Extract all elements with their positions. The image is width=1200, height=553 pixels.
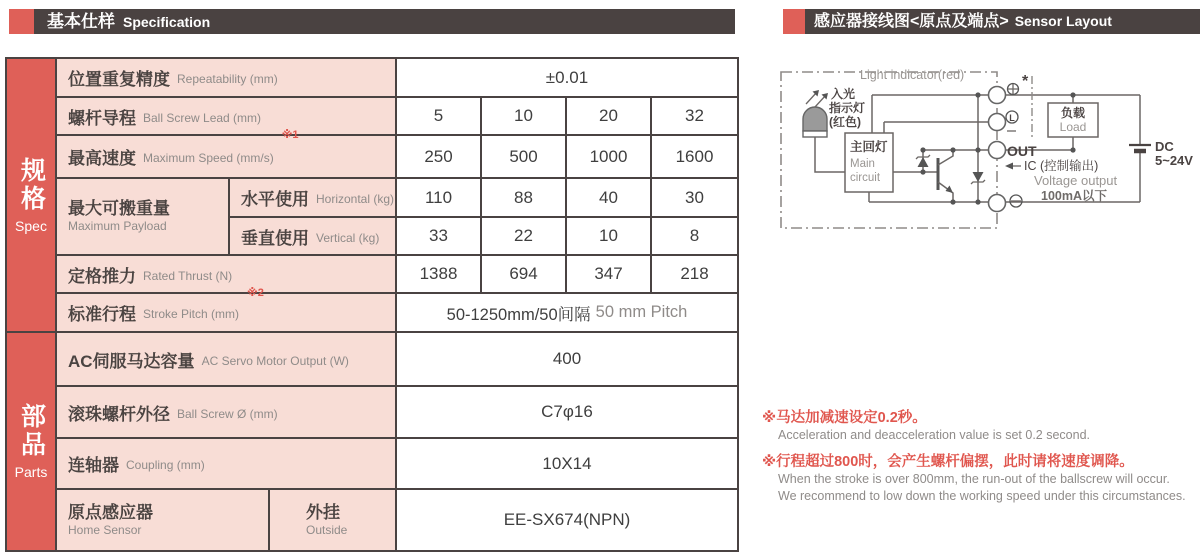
row-stroke-label: 标准行程 Stroke Pitch (mm) ※2: [57, 294, 397, 333]
main-circuit-label-en1: Main: [850, 158, 875, 170]
value-speed-4: 1600: [652, 136, 737, 179]
current-limit-label: 100mA以下: [1041, 189, 1107, 203]
specification-table: [5, 57, 739, 552]
section-header-parts: [7, 333, 57, 550]
zener-diode-icon: [916, 155, 930, 167]
accent-square-left: [9, 9, 34, 34]
value-vertical-2: 22: [482, 218, 567, 256]
voltage-output-label: Voltage output: [1034, 173, 1118, 188]
value-speed-1: 250: [397, 136, 482, 179]
value-speed-2: 500: [482, 136, 567, 179]
row-motor-label: AC伺服马达容量 AC Servo Motor Output (W): [57, 333, 397, 387]
zener-diode-2-icon: [971, 172, 985, 184]
section-spec-cn: 规格: [17, 156, 46, 213]
l-terminal-icon: [1006, 111, 1018, 131]
section-header-spec: [7, 59, 57, 333]
value-lead-2: 10: [482, 98, 567, 136]
row-repeatability-label: 位置重复精度 Repeatability (mm): [57, 59, 397, 98]
note-1-en: Acceleration and deacceleration value is set 0.2 second.: [778, 428, 1090, 442]
row-payload-group-label: 最大可搬重量 Maximum Payload: [57, 179, 230, 256]
terminal-star: *: [1022, 73, 1029, 90]
value-thrust-3: 347: [567, 256, 652, 294]
dc-label-line1: DC: [1155, 139, 1174, 154]
section-parts-en: Parts: [14, 464, 48, 480]
transistor-icon: [938, 150, 953, 202]
spec-header-title-cn: 基本仕样: [47, 12, 115, 31]
section-spec-en: Spec: [15, 217, 47, 234]
value-repeatability: ±0.01: [397, 59, 737, 98]
value-horizontal-4: 30: [652, 179, 737, 218]
sensor-section-header: [805, 9, 1200, 34]
plus-terminal-icon: [1008, 84, 1019, 95]
note-2-cn: ※行程超过800时，会产生螺杆偏摆，此时请将速度调降。: [762, 454, 1134, 470]
svg-text:L: L: [1009, 113, 1015, 123]
value-vertical-4: 8: [652, 218, 737, 256]
footnote-mark-2: ※2: [247, 287, 264, 299]
spec-section-header: [34, 9, 735, 34]
value-home-sensor: EE-SX674(NPN): [397, 490, 737, 550]
note-1-cn: ※马达加减速设定0.2秒。: [762, 410, 927, 426]
value-coupling: 10X14: [397, 439, 737, 490]
value-motor: 400: [397, 333, 737, 387]
value-stroke: 50-1250mm/50间隔 50 mm Pitch: [397, 294, 737, 333]
light-indicator-cn3: (红色): [829, 115, 861, 129]
footnote-mark-1: ※1: [281, 129, 299, 141]
spec-header-title-en: Specification: [123, 14, 211, 30]
value-lead-3: 20: [567, 98, 652, 136]
note-2-en-line2: We recommend to low down the working speed under this circumstances.: [778, 489, 1186, 503]
sensor-wiring-diagram: [770, 58, 1200, 243]
sensor-header-title-en: Sensor Layout: [1014, 13, 1112, 29]
load-label-en: Load: [1059, 120, 1087, 134]
accent-square-right: [783, 9, 805, 34]
light-indicator-cn2: 指示灯: [829, 101, 866, 115]
value-thrust-1: 1388: [397, 256, 482, 294]
value-thrust-2: 694: [482, 256, 567, 294]
value-horizontal-3: 40: [567, 179, 652, 218]
minus-terminal-icon: [1010, 195, 1022, 207]
value-speed-3: 1000: [567, 136, 652, 179]
value-horizontal-1: 110: [397, 179, 482, 218]
row-coupling-label: 连轴器 Coupling (mm): [57, 439, 397, 490]
value-lead-4: 32: [652, 98, 737, 136]
row-thrust-label: 定格推力 Rated Thrust (N): [57, 256, 397, 294]
ic-arrow-icon: [1005, 163, 1021, 170]
out-terminal-label: OUT: [1007, 143, 1037, 159]
dc-label-line2: 5~24V: [1155, 153, 1193, 168]
value-lead-1: 5: [397, 98, 482, 136]
main-circuit-label-en2: circuit: [850, 172, 881, 184]
light-indicator-cn1: 入光: [831, 87, 856, 101]
row-lead-label: 螺杆导程 Ball Screw Lead (mm): [57, 98, 397, 136]
sensor-header-title-cn: 感应器接线图<原点及端点>: [814, 13, 1009, 30]
load-label-cn: 负载: [1060, 106, 1086, 120]
note-2-en-line1: When the stroke is over 800mm, the run-out of the ballscrew will occur.: [778, 472, 1170, 486]
ic-output-label: IC (控制输出): [1024, 159, 1099, 173]
value-vertical-1: 33: [397, 218, 482, 256]
section-parts-cn: 部品: [17, 403, 46, 459]
light-indicator-label-en: Light indicator(red): [860, 68, 965, 82]
row-horizontal-label: 水平使用 Horizontal (kg): [230, 179, 397, 218]
row-home-sensor-label: 原点感应器 Home Sensor: [57, 490, 270, 550]
value-thrust-4: 218: [652, 256, 737, 294]
row-speed-label: 最高速度 Maximum Speed (mm/s) ※1: [57, 136, 397, 179]
battery-icon: [1129, 145, 1151, 151]
value-screw-od: C7φ16: [397, 387, 737, 439]
value-horizontal-2: 88: [482, 179, 567, 218]
row-home-sensor-mount: 外挂 Outside: [270, 490, 397, 550]
row-screw-od-label: 滚珠螺杆外径 Ball Screw Ø (mm): [57, 387, 397, 439]
value-vertical-3: 10: [567, 218, 652, 256]
main-circuit-label-cn: 主回灯: [850, 140, 888, 154]
row-vertical-label: 垂直使用 Vertical (kg): [230, 218, 397, 256]
